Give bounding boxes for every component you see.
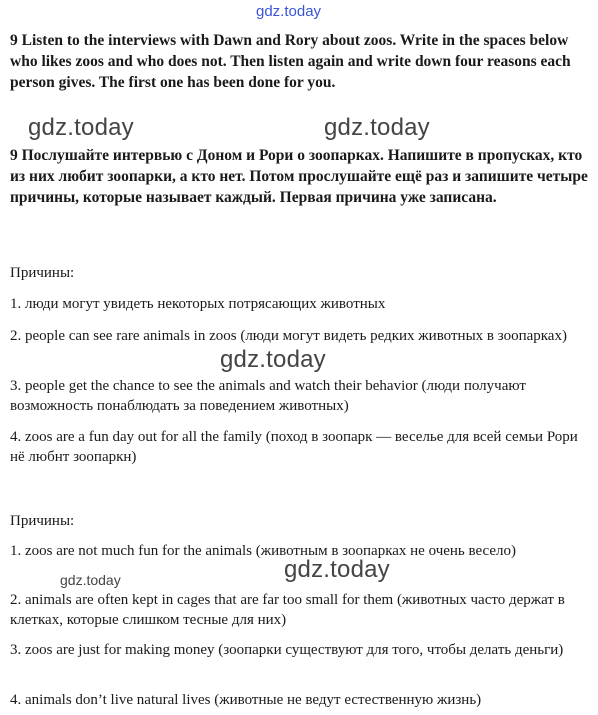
section2-item-4: 4. animals don’t live natural lives (животные не ведут естественную жизнь) (10, 692, 482, 708)
watermark-mid-left: gdz.today (28, 114, 134, 141)
section2-item-1: 1. zoos are not much fun for the animals (животным в зоопарках не очень весело) (10, 543, 517, 559)
section2-heading: Причины: (10, 513, 75, 529)
task-russian: 9 Послушайте интервью с Доном и Рори о зоопарках. Напишите в пропусках, кто из них любит зоопарки, а кто нет. Потом прослушайте ещё раз и запишите четыре причины, которые называет каждый. Первая причина уже записана. (10, 147, 588, 206)
section1-heading: Причины: (10, 265, 75, 281)
section2-item-3: 3. zoos are just for making money (зоопарки существуют для того, чтобы делать деньги) (10, 642, 564, 658)
task-english: 9 Listen to the interviews with Dawn and Rory about zoos. Write in the spaces below who likes zoos and who does not. Then listen again and write down four reasons each person gives. The first one has been done for you. (10, 32, 571, 91)
watermark-center-1: gdz.today (220, 346, 326, 373)
watermark-top: gdz.today (256, 3, 322, 20)
watermark-mid-right: gdz.today (324, 114, 430, 141)
section1-item-2: 2. people can see rare animals in zoos (люди могут видеть редких животных в зоопарках) (10, 328, 567, 344)
section1-item-3: 3. people get the chance to see the animals and watch their behavior (люди получают возможность понаблюдать за поведением животных) (10, 378, 526, 414)
section1-item-4: 4. zoos are a fun day out for all the family (поход в зоопарк — веселье для всей семьи Рори нё любнт зоопаркн) (10, 429, 578, 465)
section1-item-1: 1. люди могут увидеть некоторых потрясающих животных (10, 296, 386, 312)
section2-item-2: 2. animals are often kept in cages that are far too small for them (животных часто держат в клетках, которые слишком тесные для них) (10, 592, 565, 628)
watermark-center-2: gdz.today (284, 556, 390, 583)
watermark-small-left: gdz.today (60, 572, 121, 588)
